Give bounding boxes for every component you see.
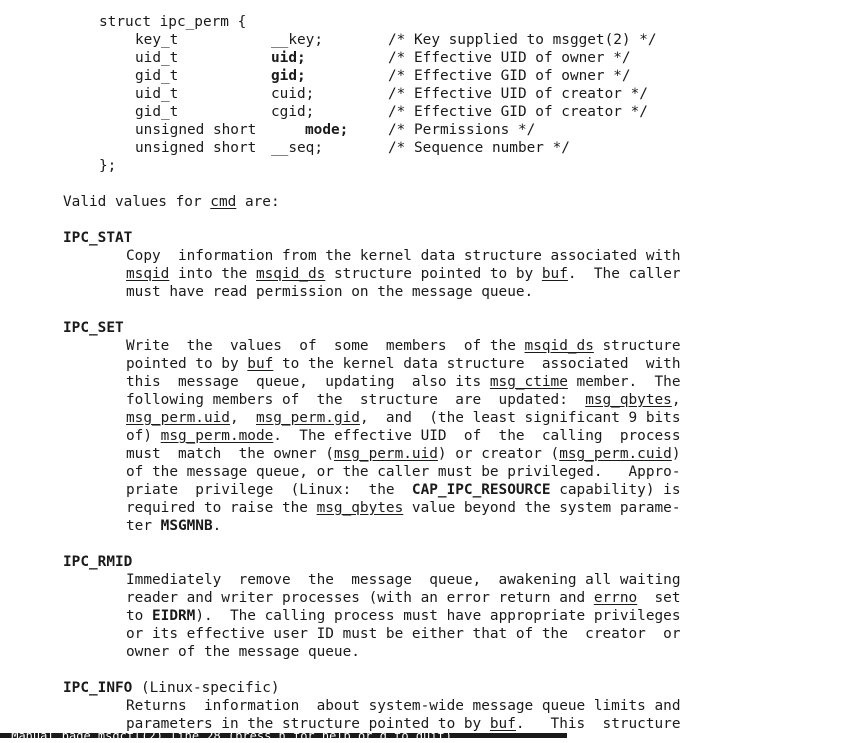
ipc-info-line: Returns information about system-wide message queue limits and — [126, 698, 681, 714]
ipc-rmid-heading: IPC_RMID — [63, 554, 133, 570]
text: pointed to by — [126, 356, 248, 372]
ipc-set-line — [126, 517, 221, 535]
text: parameters in the structure pointed to by — [126, 716, 490, 732]
ipc-set-line — [126, 355, 681, 373]
ipc-set-line — [126, 427, 681, 445]
msg-qbytes-ref: msg_qbytes — [316, 500, 404, 516]
text: to the kernel data structure associated with — [273, 356, 681, 372]
text: ) — [671, 446, 681, 462]
struct-field-name: gid; — [271, 68, 306, 84]
struct-field-type: uid_t — [135, 86, 179, 102]
intro-pre: Valid values for — [63, 194, 211, 210]
errno-ref: errno — [593, 590, 638, 606]
text: . The effective UID of the calling process — [273, 428, 681, 444]
ipc-set-line — [126, 391, 681, 409]
text: priate privilege (Linux: the — [126, 482, 412, 498]
msg-perm-mode-ref: msg_perm.mode — [160, 428, 274, 444]
text: , — [229, 410, 256, 426]
struct-field-name: __seq; — [271, 140, 323, 156]
struct-field-comment: /* Effective GID of creator */ — [388, 104, 648, 120]
struct-field-type: unsigned short — [135, 140, 257, 156]
text: capability) is — [550, 482, 681, 498]
text: , — [671, 392, 681, 408]
ipc-set-line — [126, 499, 681, 517]
intro-line — [63, 193, 280, 211]
struct-field-comment: /* Sequence number */ — [388, 140, 570, 156]
ipc-set-line — [126, 481, 681, 499]
struct-field-type: gid_t — [135, 68, 179, 84]
text: Write the values of some members of the — [126, 338, 525, 354]
struct-field-comment: /* Key supplied to msgget(2) */ — [388, 32, 657, 48]
msg-perm-gid-ref: msg_perm.gid — [255, 410, 360, 426]
msg-perm-uid-ref: msg_perm.uid — [126, 410, 230, 426]
ipc-set-heading: IPC_SET — [63, 320, 124, 336]
buf-arg: buf — [247, 356, 274, 372]
ipc-set-line — [126, 373, 681, 391]
struct-field-comment: /* Effective GID of owner */ — [388, 68, 631, 84]
ipc-set-line — [126, 445, 681, 463]
text: must match the owner ( — [126, 446, 334, 462]
ipc-set-line — [126, 409, 681, 427]
text: ). The calling process must have appropriate privileges — [195, 608, 681, 624]
text: . The caller — [567, 266, 681, 282]
struct-field-comment: /* Effective UID of owner */ — [388, 50, 631, 66]
buf-arg: buf — [489, 716, 516, 732]
text: value beyond the system parame- — [403, 500, 681, 516]
ipc-info-heading-line — [63, 679, 280, 697]
struct-field-comment: /* Effective UID of creator */ — [388, 86, 648, 102]
text: following members of the structure are updated: — [126, 392, 586, 408]
msqid-ds-ref: msqid_ds — [255, 266, 326, 282]
text: . This structure — [515, 716, 681, 732]
struct-field-type: gid_t — [135, 104, 179, 120]
text: ) or creator ( — [437, 446, 560, 462]
struct-field-name: cgid; — [271, 104, 315, 120]
struct-field-name: __key; — [271, 32, 323, 48]
msqid-ds-ref: msqid_ds — [524, 338, 594, 354]
text: member. The — [567, 374, 681, 390]
buf-arg: buf — [541, 266, 568, 282]
struct-open: struct ipc_perm { — [99, 14, 247, 30]
ipc-info-heading: IPC_INFO — [63, 680, 133, 696]
text: into the — [169, 266, 256, 282]
ipc-stat-line: Copy information from the kernel data structure associated with — [126, 248, 681, 264]
ipc-stat-heading: IPC_STAT — [63, 230, 133, 246]
struct-field-name: uid; — [271, 50, 306, 66]
text: of) — [126, 428, 161, 444]
msgmnb-constant: MSGMNB — [160, 518, 213, 534]
struct-field-type: key_t — [135, 32, 179, 48]
pager-status-bar — [0, 729, 567, 743]
text: structure — [593, 338, 681, 354]
struct-field-type: uid_t — [135, 50, 179, 66]
pager-status-text: Manual page msgctl(2) line 28 (press h for help or q to quit) — [4, 729, 452, 743]
struct-field-comment: /* Permissions */ — [388, 122, 536, 138]
text: reader and writer processes (with an error return and — [126, 590, 594, 606]
cap-ipc-resource: CAP_IPC_RESOURCE — [411, 482, 551, 498]
struct-field-name: mode; — [305, 122, 349, 138]
text: structure pointed to by — [325, 266, 542, 282]
struct-close: }; — [99, 158, 117, 174]
ipc-rmid-line — [126, 589, 681, 607]
ipc-stat-line: must have read permission on the message queue. — [126, 284, 534, 300]
struct-field-name: cuid; — [271, 86, 315, 102]
eidrm-constant: EIDRM — [152, 608, 196, 624]
text: required to raise the — [126, 500, 317, 516]
ipc-rmid-line: owner of the message queue. — [126, 644, 360, 660]
text: this message queue, updating also its — [126, 374, 490, 390]
text: ter — [126, 518, 161, 534]
struct-field-type: unsigned short — [135, 122, 257, 138]
ipc-set-line: of the message queue, or the caller must be privileged. Appro- — [126, 464, 681, 480]
text: set — [637, 590, 681, 606]
msg-perm-cuid-ref: msg_perm.cuid — [559, 446, 672, 462]
text: to — [126, 608, 152, 624]
msg-perm-uid-ref: msg_perm.uid — [333, 446, 438, 462]
text: . — [212, 518, 222, 534]
msg-ctime-ref: msg_ctime — [489, 374, 568, 390]
msqid-arg: msqid — [126, 266, 170, 282]
linux-specific-note: (Linux-specific) — [132, 680, 280, 696]
ipc-rmid-line — [126, 607, 681, 625]
ipc-rmid-line: or its effective user ID must be either that of the creator or — [126, 626, 681, 642]
ipc-set-line — [126, 337, 681, 355]
msg-qbytes-ref: msg_qbytes — [585, 392, 672, 408]
cmd-arg: cmd — [210, 194, 237, 210]
text: , and (the least significant 9 bits — [359, 410, 681, 426]
intro-post: are: — [236, 194, 280, 210]
ipc-stat-line — [126, 265, 681, 283]
ipc-rmid-line: Immediately remove the message queue, awakening all waiting — [126, 572, 681, 588]
